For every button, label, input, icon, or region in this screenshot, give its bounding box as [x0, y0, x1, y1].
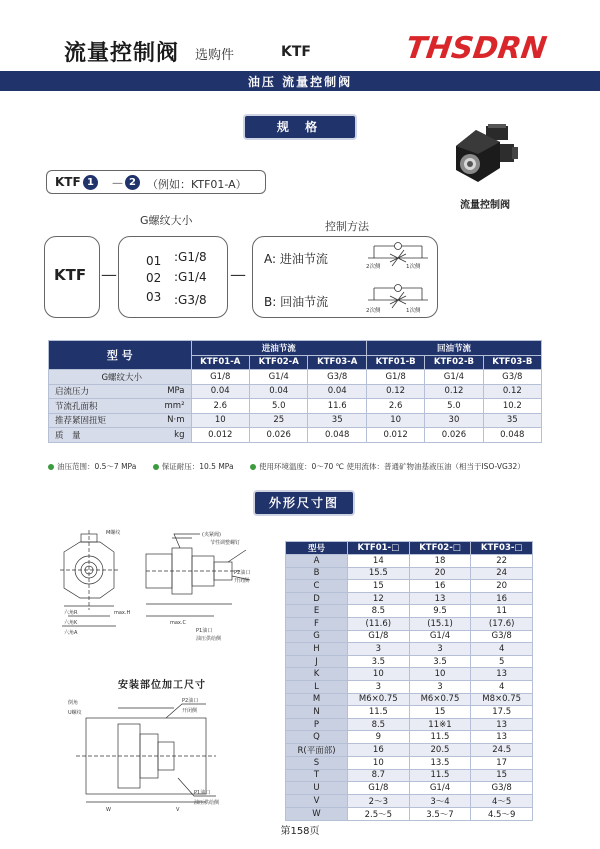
- spec-cell: 0.12: [425, 384, 483, 399]
- v-label: V: [176, 807, 180, 813]
- dim-row: [286, 782, 533, 795]
- dash-2: —: [230, 265, 246, 284]
- dim-cell: 3: [348, 680, 410, 693]
- dim-header-row: [286, 542, 533, 555]
- dim-key: H: [286, 643, 348, 656]
- spec-cell: 2.6: [191, 399, 249, 414]
- spec-model-header: 型 号: [49, 341, 192, 370]
- dim-cell: G1/4: [409, 630, 471, 643]
- spec-cell: 10: [191, 413, 249, 428]
- spec-cell: 0.012: [366, 428, 424, 443]
- dim-row: [286, 567, 533, 580]
- dim-cell: 8.5: [348, 605, 410, 618]
- spec-cell: 0.12: [483, 384, 541, 399]
- spec-cell: 11.6: [308, 399, 366, 414]
- spec-cell: 0.048: [483, 428, 541, 443]
- dim-cell: 3: [409, 680, 471, 693]
- dim-cell: 3～4: [409, 794, 471, 807]
- spec-group-b: 回油节流: [366, 341, 541, 356]
- dim-key: N: [286, 706, 348, 719]
- dim-cell: 14: [348, 555, 410, 568]
- dimension-table: [285, 541, 533, 821]
- dash-1: —: [101, 265, 117, 284]
- dim-cell: 15: [471, 769, 533, 782]
- dim-cell: 24: [471, 567, 533, 580]
- spec-cell: G3/8: [308, 370, 366, 385]
- dim-key: U: [286, 782, 348, 795]
- page-model: KTF: [281, 44, 311, 60]
- spec-row-pressure: [49, 384, 542, 399]
- dim-row: [286, 718, 533, 731]
- dim-heading: 外形尺寸图: [255, 492, 353, 514]
- spec-cell: 0.04: [191, 384, 249, 399]
- dim-key: F: [286, 617, 348, 630]
- valve-symbols: [362, 238, 434, 316]
- spec-cell: 5.0: [425, 399, 483, 414]
- spec-row-label: 推荐紧固扭矩: [49, 413, 145, 428]
- dim-cell: 9.5: [409, 605, 471, 618]
- dim-header: 型号: [286, 542, 348, 555]
- dim-cell: 24.5: [471, 743, 533, 756]
- spec-cell: G1/4: [249, 370, 307, 385]
- spec-cell: 0.04: [308, 384, 366, 399]
- dim-cell: G1/8: [348, 782, 410, 795]
- page-number: 第158页: [280, 826, 320, 837]
- page-subtitle: 选购件: [195, 48, 235, 63]
- dim-cell: 22: [471, 555, 533, 568]
- spec-cell: 10.2: [483, 399, 541, 414]
- dim-cell: 17.5: [471, 706, 533, 719]
- spec-cell: G3/8: [483, 370, 541, 385]
- chamfer-label: 倒角: [68, 700, 79, 706]
- dim-key: E: [286, 605, 348, 618]
- dim-key: Q: [286, 731, 348, 744]
- dim-key: J: [286, 655, 348, 668]
- dim-key: D: [286, 592, 348, 605]
- maxh-label: max.H: [114, 610, 131, 616]
- spec-cell: 0.04: [249, 384, 307, 399]
- note-item: 油压范围：0.5～7 MPa: [48, 462, 136, 471]
- note-bullet-icon: [48, 464, 54, 470]
- dim-row: [286, 605, 533, 618]
- thread-size-label: G螺纹大小: [140, 214, 193, 227]
- dim-cell: 3.5: [348, 655, 410, 668]
- spec-cell: G1/8: [366, 370, 424, 385]
- thread-code-01: 01: [146, 254, 162, 268]
- dim-cell: G3/8: [471, 782, 533, 795]
- jiao-a-label: 六角A: [64, 630, 78, 636]
- w-label: W: [106, 807, 111, 813]
- install-p1-label: P1油口: [194, 790, 211, 796]
- dim-cell: M6×0.75: [348, 693, 410, 706]
- band-title: 油压 流量控制阀: [247, 75, 353, 89]
- p2-side-label: 开闭侧: [234, 578, 250, 584]
- spec-row-area: [49, 399, 542, 414]
- spec-cell: 25: [249, 413, 307, 428]
- dim-header: KTF01-□: [348, 542, 410, 555]
- dim-cell: 2.5～5: [348, 807, 410, 820]
- spec-row-unit: MPa: [145, 384, 191, 399]
- dim-row: [286, 807, 533, 820]
- thread-code-02: 02: [146, 271, 162, 285]
- dim-row: [286, 693, 533, 706]
- spec-cell: 0.026: [249, 428, 307, 443]
- dim-cell: 4: [471, 680, 533, 693]
- code-circle-1: 1: [83, 175, 98, 190]
- dim-cell: G1/4: [409, 782, 471, 795]
- dim-key: K: [286, 668, 348, 681]
- control-method-label: 控制方法: [325, 220, 369, 233]
- note-bullet-icon: [153, 464, 159, 470]
- p1-side-label: 油压供给侧: [196, 636, 222, 642]
- product-caption: 流量控制阀: [460, 200, 510, 211]
- method-b-label: B: 回油节流: [264, 295, 329, 309]
- dim-row: [286, 655, 533, 668]
- dim-row: [286, 630, 533, 643]
- dim-cell: 10: [348, 756, 410, 769]
- spec-cell: 35: [483, 413, 541, 428]
- dim-cell: 16: [471, 592, 533, 605]
- dim-row: [286, 731, 533, 744]
- p2-label: P2油口: [234, 570, 251, 576]
- spec-row-label: 节流孔面积: [49, 399, 145, 414]
- spec-row-label: 启流压力: [49, 384, 145, 399]
- dim-key: G: [286, 630, 348, 643]
- dim-cell: (17.6): [471, 617, 533, 630]
- install-heading: 安装部位加工尺寸: [118, 680, 206, 691]
- dim-row: [286, 706, 533, 719]
- valve-symbol-b: [368, 285, 428, 309]
- thread-size-03: :G3/8: [174, 293, 207, 307]
- page-header: [0, 0, 600, 70]
- p1-label: P1油口: [196, 628, 213, 634]
- dim-cell: 17: [471, 756, 533, 769]
- dim-cell: 11.5: [409, 769, 471, 782]
- dim-key: L: [286, 680, 348, 693]
- dim-cell: 15: [409, 706, 471, 719]
- dim-cell: (15.1): [409, 617, 471, 630]
- dim-cell: G3/8: [471, 630, 533, 643]
- spec-row-torque: [49, 413, 542, 428]
- dim-cell: 11.5: [348, 706, 410, 719]
- method-a-label: A: 进油节流: [264, 252, 328, 266]
- dim-cell: 3.5: [409, 655, 471, 668]
- dim-cell: 2～3: [348, 794, 410, 807]
- adjust-screw-label: 节性调整螺钉: [210, 540, 241, 546]
- dim-row: [286, 555, 533, 568]
- method-b-side1: 1次侧: [406, 308, 421, 314]
- spec-table: [48, 340, 542, 443]
- dim-cell: 3: [348, 643, 410, 656]
- dim-key: V: [286, 794, 348, 807]
- method-a-side2: 2次侧: [366, 264, 381, 270]
- spec-cell: 0.012: [191, 428, 249, 443]
- spec-cell: G1/8: [191, 370, 249, 385]
- dim-cell: 4～5: [471, 794, 533, 807]
- dim-cell: 16: [409, 580, 471, 593]
- dim-cell: 3: [409, 643, 471, 656]
- code-circle-2: 2: [125, 175, 140, 190]
- dim-row: [286, 668, 533, 681]
- jiao-k-label: 六角K: [64, 620, 78, 626]
- dim-row: [286, 794, 533, 807]
- spec-cell: 0.026: [425, 428, 483, 443]
- note-bullet-icon: [250, 464, 256, 470]
- dim-cell: 13: [471, 731, 533, 744]
- thread-box: [118, 236, 228, 318]
- dim-cell: 4: [471, 643, 533, 656]
- jiao-r-label: 六角R: [64, 610, 78, 616]
- spec-cell: 5.0: [249, 399, 307, 414]
- dim-key: C: [286, 580, 348, 593]
- code-example: （例如：KTF01-A）: [147, 178, 247, 191]
- spec-heading: 规 格: [245, 116, 355, 138]
- install-p2-side: 开闭侧: [182, 708, 198, 714]
- thread-size-02: :G1/4: [174, 270, 207, 284]
- dim-cell: 16: [348, 743, 410, 756]
- dim-key: T: [286, 769, 348, 782]
- spec-group-a: 进油节流: [191, 341, 366, 356]
- dim-cell: G1/8: [348, 630, 410, 643]
- dim-header: KTF03-□: [471, 542, 533, 555]
- dim-row: [286, 756, 533, 769]
- dim-row: [286, 680, 533, 693]
- dim-key: R(平面部): [286, 743, 348, 756]
- spec-row-label: G螺纹大小: [49, 370, 192, 385]
- spec-model-col: KTF03-A: [308, 355, 366, 370]
- install-p2-label: P2油口: [182, 698, 199, 704]
- dim-cell: 10: [409, 668, 471, 681]
- dim-cell: 3.5～7: [409, 807, 471, 820]
- dim-cell: 9: [348, 731, 410, 744]
- note-item: 使用环境温度：0～70 ℃ 使用流体：普通矿物油基液压油（相当于ISO-VG32）: [250, 462, 525, 471]
- method-a-side1: 1次侧: [406, 264, 421, 270]
- spec-cell: 10: [366, 413, 424, 428]
- locknut-label: (夹紧阀): [202, 532, 221, 538]
- dim-cell: 13: [409, 592, 471, 605]
- dim-cell: 15.5: [348, 567, 410, 580]
- dim-key: W: [286, 807, 348, 820]
- dim-cell: 8.5: [348, 718, 410, 731]
- dim-cell: M8×0.75: [471, 693, 533, 706]
- spec-cell: 0.048: [308, 428, 366, 443]
- dim-cell: 11.5: [409, 731, 471, 744]
- model-code-box: [46, 170, 266, 194]
- spec-model-col: KTF01-A: [191, 355, 249, 370]
- dim-row: [286, 643, 533, 656]
- dim-header: KTF02-□: [409, 542, 471, 555]
- dim-cell: 13: [471, 718, 533, 731]
- dim-row: [286, 743, 533, 756]
- outline-drawing: [50, 528, 280, 646]
- thread-code-03: 03: [146, 290, 162, 304]
- dim-row: [286, 580, 533, 593]
- spec-row-unit: mm²: [145, 399, 191, 414]
- u-thread-label: U螺纹: [68, 710, 82, 716]
- dim-cell: 20.5: [409, 743, 471, 756]
- dim-key: A: [286, 555, 348, 568]
- code-separator: －: [111, 177, 125, 192]
- dim-key: M: [286, 693, 348, 706]
- spec-row-thread: [49, 370, 542, 385]
- spec-row-mass: [49, 428, 542, 443]
- page-title: 流量控制阀: [64, 41, 180, 66]
- dim-cell: (11.6): [348, 617, 410, 630]
- dim-cell: 5: [471, 655, 533, 668]
- spec-row-label: 质 量: [49, 428, 145, 443]
- maxc-label: max.C: [170, 620, 186, 626]
- brand-logo: THSDRN: [403, 31, 549, 66]
- spec-cell: 2.6: [366, 399, 424, 414]
- dim-row: [286, 769, 533, 782]
- spec-model-col: KTF02-A: [249, 355, 307, 370]
- dim-cell: 20: [409, 567, 471, 580]
- install-p1-side: 油压供给侧: [194, 800, 220, 806]
- code-prefix: KTF: [55, 175, 81, 189]
- dim-cell: 8.7: [348, 769, 410, 782]
- dim-cell: M6×0.75: [409, 693, 471, 706]
- spec-cell: 35: [308, 413, 366, 428]
- dim-cell: 12: [348, 592, 410, 605]
- spec-cell: G1/4: [425, 370, 483, 385]
- dim-key: P: [286, 718, 348, 731]
- method-b-side2: 2次侧: [366, 308, 381, 314]
- product-image: [448, 120, 524, 190]
- dim-key: B: [286, 567, 348, 580]
- spec-row-unit: N·m: [145, 413, 191, 428]
- dim-cell: 20: [471, 580, 533, 593]
- spec-cell: 0.12: [366, 384, 424, 399]
- spec-notes: [48, 461, 568, 472]
- note-item: 保证耐压：10.5 MPa: [153, 462, 234, 471]
- model-box-text: KTF: [54, 266, 87, 284]
- dim-cell: 13.5: [409, 756, 471, 769]
- dim-body: [286, 555, 533, 821]
- dim-row: [286, 592, 533, 605]
- spec-row-unit: kg: [145, 428, 191, 443]
- dim-cell: 18: [409, 555, 471, 568]
- dim-key: S: [286, 756, 348, 769]
- install-drawing: [66, 694, 242, 814]
- spec-model-col: KTF02-B: [425, 355, 483, 370]
- dim-cell: 4.5～9: [471, 807, 533, 820]
- valve-symbol-a: [368, 243, 428, 267]
- spec-model-col: KTF01-B: [366, 355, 424, 370]
- dim-cell: 10: [348, 668, 410, 681]
- dim-cell: 11: [471, 605, 533, 618]
- dim-cell: 15: [348, 580, 410, 593]
- thread-size-01: :G1/8: [174, 250, 207, 264]
- dim-row: [286, 617, 533, 630]
- spec-model-col: KTF03-B: [483, 355, 541, 370]
- spec-cell: 30: [425, 413, 483, 428]
- m-thread-label: M螺纹: [106, 530, 121, 536]
- dim-cell: 11※1: [409, 718, 471, 731]
- dim-cell: 13: [471, 668, 533, 681]
